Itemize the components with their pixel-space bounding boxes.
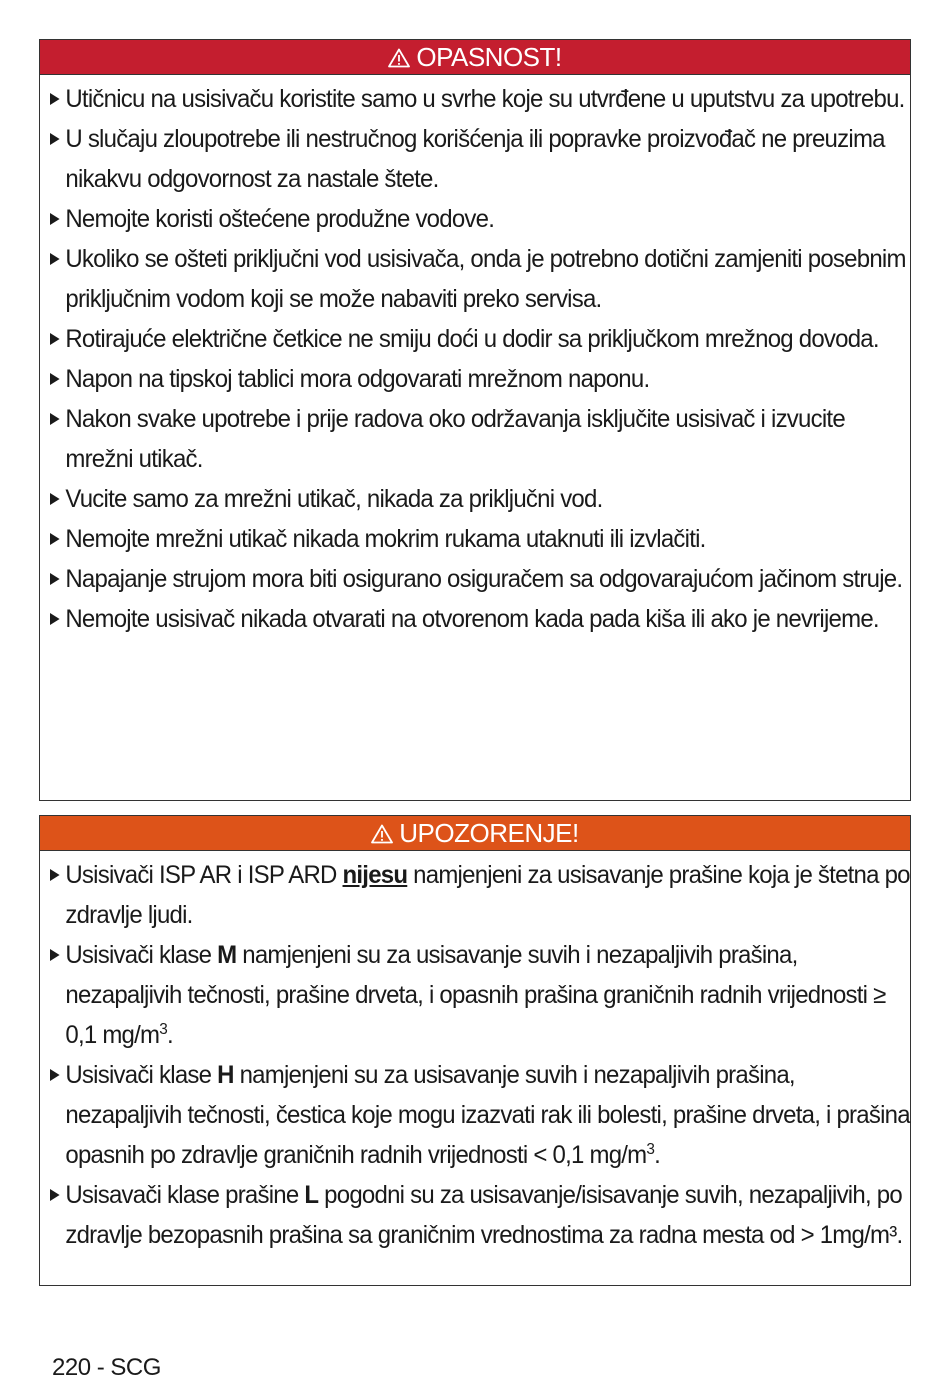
- list-item: Napajanje strujom mora biti osigurano osiguračem sa odgovarajućom jačinom struje.: [50, 559, 916, 599]
- bullet-triangle-icon: [50, 493, 60, 505]
- list-item: Nemojte koristi oštećene produžne vodove.: [50, 199, 916, 239]
- list-item: Vucite samo za mrežni utikač, nikada za priključni vod.: [50, 479, 916, 519]
- bullet-triangle-icon: [50, 93, 60, 105]
- bullet-triangle-icon: [50, 333, 60, 345]
- list-item: Utičnicu na usisivaču koristite samo u svrhe koje su utvrđene u uputstvu za upotrebu.: [50, 79, 916, 119]
- warning-title: UPOZORENJE!: [399, 818, 579, 848]
- bullet-triangle-icon: [50, 1069, 60, 1081]
- danger-box: [39, 39, 911, 801]
- list-item: Nakon svake upotrebe i prije radova oko održavanja isključite usisivač i izvucite mrežni utikač.: [50, 399, 916, 479]
- warning-header: [40, 816, 910, 851]
- list-item: U slučaju zloupotrebe ili nestručnog korišćenja ili popravke proizvođač ne preuzima nikakvu odgovornost za nastale štete.: [50, 119, 916, 199]
- bullet-triangle-icon: [50, 949, 60, 961]
- bullet-triangle-icon: [50, 573, 60, 585]
- bullet-triangle-icon: [50, 133, 60, 145]
- bullet-triangle-icon: [50, 373, 60, 385]
- danger-list: [40, 75, 910, 639]
- danger-title: OPASNOST!: [416, 42, 562, 72]
- list-item: Usisivači ISP AR i ISP ARD nijesu namjenjeni za usisavanje prašine koja je štetna po zdravlje ljudi.: [50, 855, 916, 935]
- list-item: Nemojte usisivač nikada otvarati na otvorenom kada pada kiša ili ako je nevrijeme.: [50, 599, 916, 639]
- bullet-triangle-icon: [50, 533, 60, 545]
- danger-header: [40, 40, 910, 75]
- list-item: Usisavači klase prašine L pogodni su za usisavanje/isisavanje suvih, nezapaljivih, po zdravlje bezopasnih prašina sa graničnim vrednostima za radna mesta od > 1mg/m³.: [50, 1175, 916, 1255]
- warning-triangle-icon: [388, 48, 410, 68]
- warning-triangle-icon: [371, 824, 393, 844]
- list-item: Rotirajuće električne četkice ne smiju doći u dodir sa priključkom mrežnog dovoda.: [50, 319, 916, 359]
- list-item: Nemojte mrežni utikač nikada mokrim rukama utaknuti ili izvlačiti.: [50, 519, 916, 559]
- page-number: 220 - SCG: [52, 1354, 161, 1381]
- warning-box: [39, 815, 911, 1286]
- list-item: Usisivači klase H namjenjeni su za usisavanje suvih i nezapaljivih prašina, nezapaljivih tečnosti, čestica koje mogu izazvati rak ili bolesti, prašine drveta, i prašina opasnih po zdravlje graničnih radnih vrijednosti < 0,1 $mg/m^3$.: [50, 1055, 916, 1175]
- bullet-triangle-icon: [50, 613, 60, 625]
- list-item: Napon na tipskoj tablici mora odgovarati mrežnom naponu.: [50, 359, 916, 399]
- warning-list: [40, 851, 910, 1255]
- bullet-triangle-icon: [50, 1189, 60, 1201]
- list-item: Ukoliko se ošteti priključni vod usisivača, onda je potrebno dotični zamjeniti posebnim priključnim vodom koji se može nabaviti preko servisa.: [50, 239, 916, 319]
- bullet-triangle-icon: [50, 213, 60, 225]
- list-item: Usisivači klase M namjenjeni su za usisavanje suvih i nezapaljivih prašina, nezapaljivih tečnosti, prašine drveta, i opasnih prašina graničnih radnih vrijednosti ≥ 0,1 $mg/m^3$.: [50, 935, 916, 1055]
- bullet-triangle-icon: [50, 413, 60, 425]
- bullet-triangle-icon: [50, 253, 60, 265]
- bullet-triangle-icon: [50, 869, 60, 881]
